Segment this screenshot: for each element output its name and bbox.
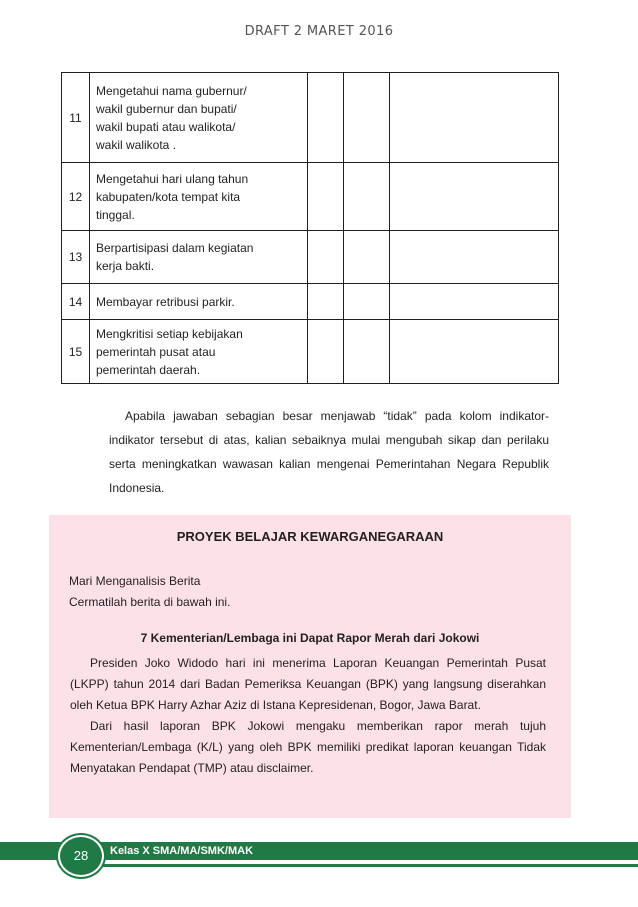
no-cell[interactable]: [344, 73, 390, 163]
news-title: 7 Kementerian/Lembaga ini Dapat Rapor Merah dari Jokowi: [140, 631, 480, 645]
indicator-statement: [90, 320, 308, 384]
statement-line: wakil gubernur dan bupati/: [96, 101, 237, 116]
statement-line: wakil walikota .: [96, 137, 177, 152]
statement-line: Mengetahui hari ulang tahun: [96, 171, 249, 186]
no-cell[interactable]: [344, 284, 390, 320]
notes-cell[interactable]: [390, 163, 559, 231]
statement-line: kabupaten/kota tempat kita: [96, 189, 241, 204]
news-body: [70, 653, 546, 779]
footer-rule: [88, 864, 638, 867]
no-cell[interactable]: [344, 320, 390, 384]
statement-line: tinggal.: [96, 207, 135, 222]
statement-line: Membayar retribusi parkir.: [96, 294, 235, 309]
yes-cell[interactable]: [308, 73, 344, 163]
instruction-paragraph: Apabila jawaban sebagian besar menjawab “tidak” pada kolom indikator-indikator tersebut di atas, kalian sebaiknya mulai mengubah sikap dan perilaku serta meningkatkan wawasan kalian mengenai Pemerintahan Negara Republik Indonesia.: [109, 409, 549, 495]
statement-line: kerja bakti.: [96, 259, 155, 273]
table-row: [62, 73, 559, 163]
statement-line: Mengetahui nama gubernur/: [96, 83, 247, 98]
project-intro-line: Mari Menganalisis Berita: [69, 574, 201, 588]
no-cell[interactable]: [344, 163, 390, 231]
yes-cell[interactable]: [308, 231, 344, 284]
indicator-statement: [90, 163, 308, 231]
statement-line: pemerintah daerah.: [96, 362, 201, 377]
row-number: 13: [62, 231, 90, 284]
notes-cell[interactable]: [390, 73, 559, 163]
news-paragraph: Dari hasil laporan BPK Jokowi mengaku memberikan rapor merah tujuh Kementerian/Lembaga (K/L) yang oleh BPK memiliki predikat laporan keuangan Tidak Menyatakan Pendapat (TMP) atau disclaimer.: [70, 719, 546, 775]
yes-cell[interactable]: [308, 284, 344, 320]
yes-cell[interactable]: [308, 320, 344, 384]
table-row: [62, 231, 559, 284]
notes-cell[interactable]: [390, 231, 559, 284]
no-cell[interactable]: [344, 231, 390, 284]
row-number: 15: [62, 320, 90, 384]
indicator-statement: [90, 73, 308, 163]
statement-line: Berpartisipasi dalam kegiatan: [96, 241, 254, 255]
yes-cell[interactable]: [308, 163, 344, 231]
table-row: [62, 320, 559, 384]
draft-header: DRAFT 2 MARET 2016: [244, 24, 394, 39]
statement-line: pemerintah pusat atau: [96, 344, 216, 359]
statement-line: wakil bupati atau walikota/: [96, 119, 236, 134]
project-instruction-line: Cermatilah berita di bawah ini.: [69, 595, 231, 609]
indicator-statement: [90, 284, 308, 320]
page-number-badge: 28: [58, 835, 104, 877]
news-paragraph: Presiden Joko Widodo hari ini menerima Laporan Keuangan Pemerintah Pusat (LKPP) tahun 2014 dari Badan Pemeriksa Keuangan (BPK) yang langsung diserahkan oleh Ketua BPK Harry Azhar Aziz di Istana Kepresidenan, Bogor, Jawa Barat.: [70, 656, 546, 712]
project-title: PROYEK BELAJAR KEWARGANEGARAAN: [176, 529, 444, 544]
row-number: 12: [62, 163, 90, 231]
indicator-statement: [90, 231, 308, 284]
statement-line: Mengkritisi setiap kebijakan: [96, 326, 243, 341]
table-row: [62, 163, 559, 231]
notes-cell[interactable]: [390, 320, 559, 384]
notes-cell[interactable]: [390, 284, 559, 320]
table-row: [62, 284, 559, 320]
row-number: 14: [62, 284, 90, 320]
project-box: [49, 515, 571, 818]
book-title: Kelas X SMA/MA/SMK/MAK: [110, 845, 254, 857]
row-number: 11: [62, 73, 90, 163]
indicator-table: [61, 72, 559, 384]
